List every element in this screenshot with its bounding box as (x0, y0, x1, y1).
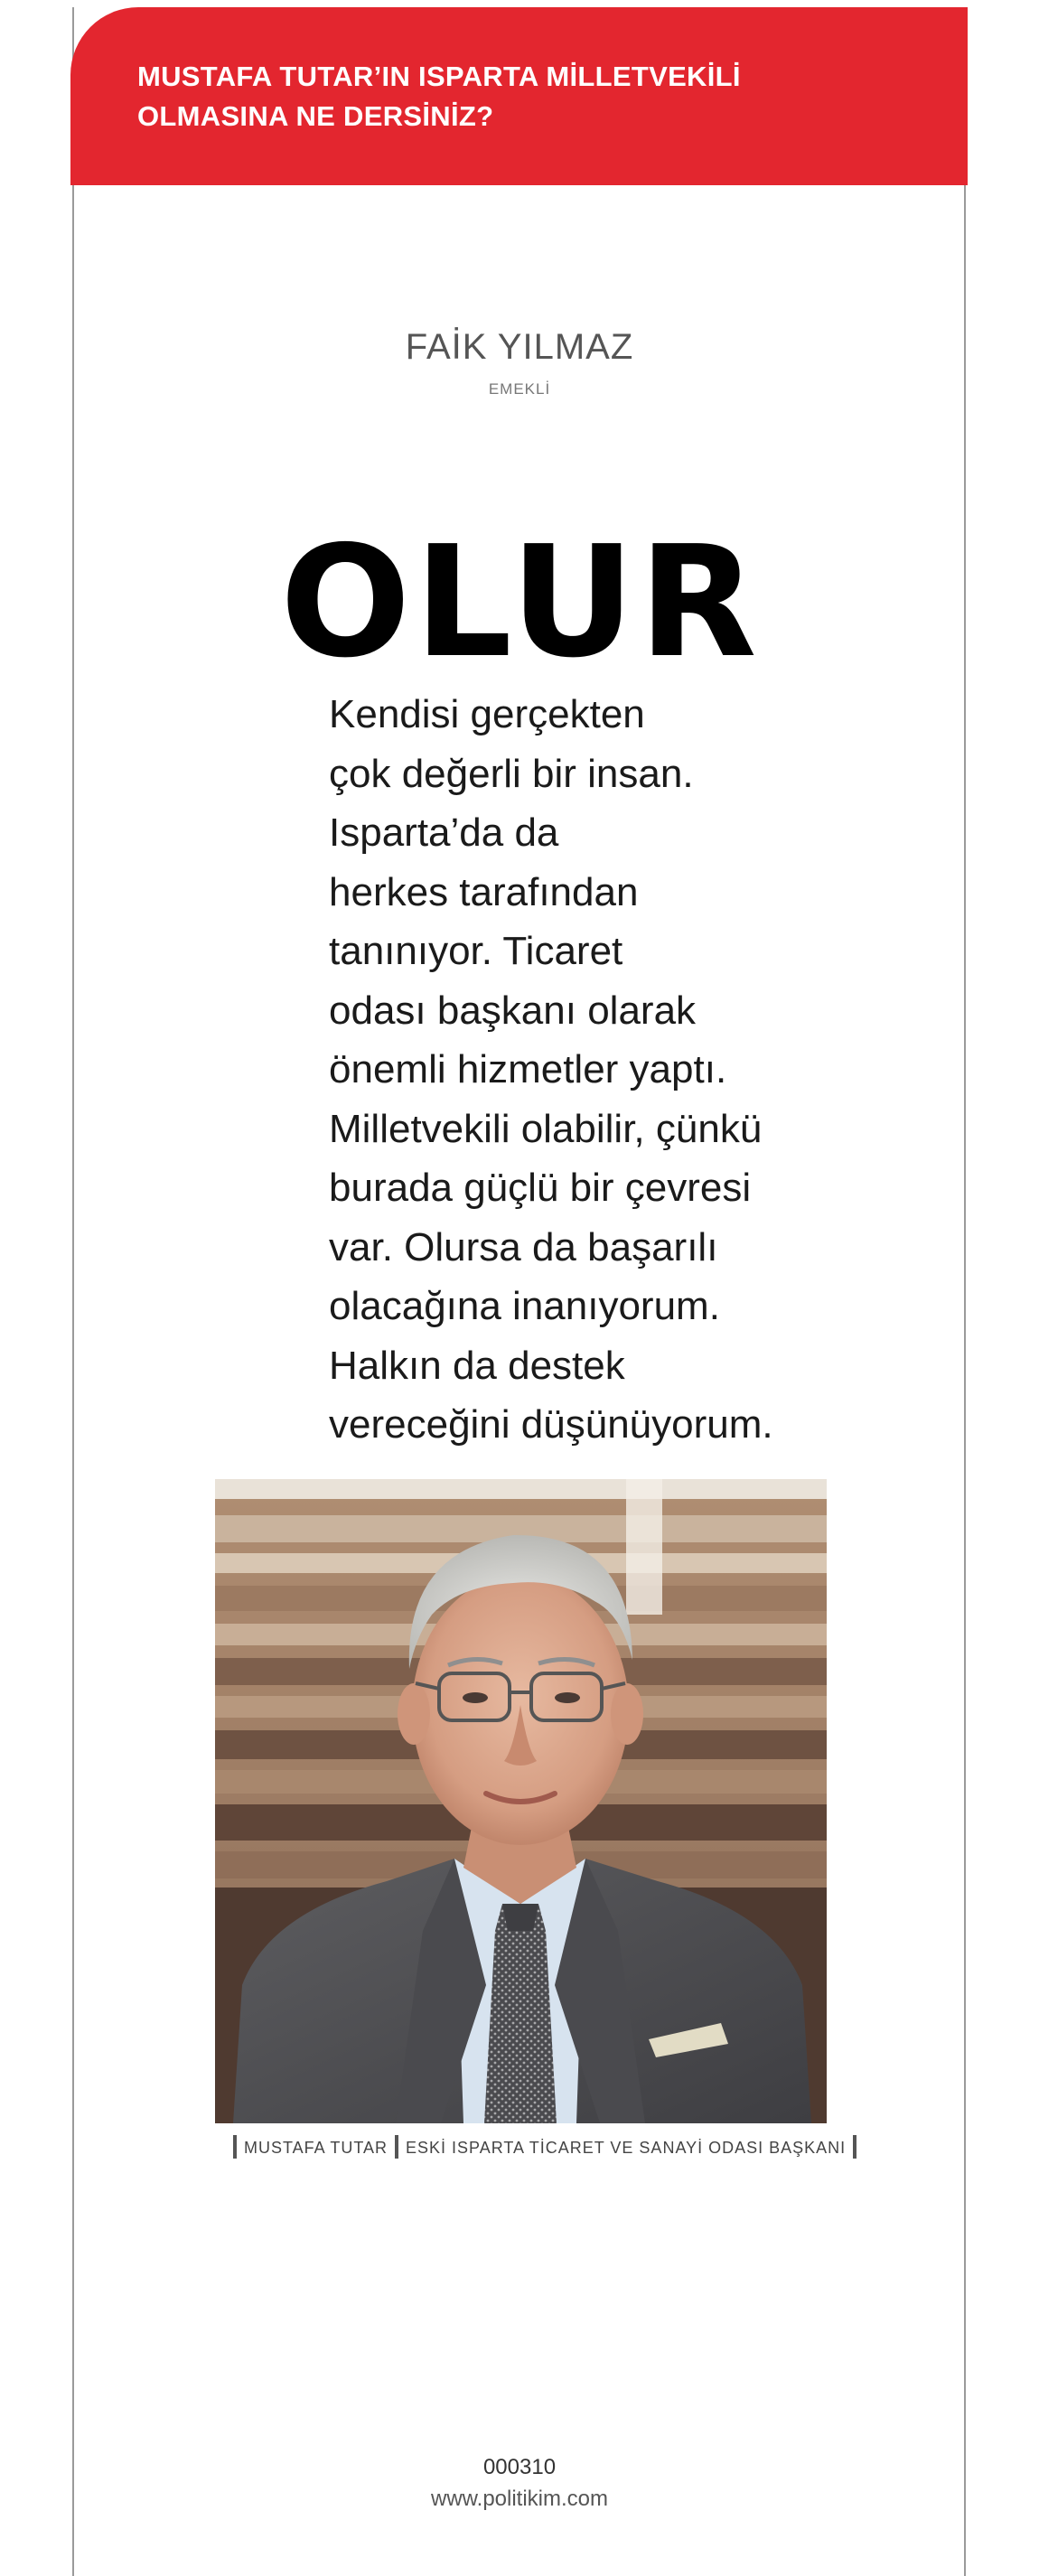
author-name: FAİK YILMAZ (405, 327, 634, 367)
quote-line: Milletvekili olabilir, çünkü (329, 1106, 763, 1151)
footer-site: www.politikim.com (430, 2487, 609, 2511)
quote-line: önemli hizmetler yaptı. (329, 1047, 727, 1091)
quote-line: burada güçlü bir çevresi (329, 1166, 752, 1210)
caption-name: MUSTAFA TUTAR (244, 2139, 388, 2157)
quote-line: vereceğini düşünüyorum. (329, 1402, 773, 1447)
quote-line: Isparta’da da (329, 810, 559, 855)
portrait-photo (215, 1479, 827, 2123)
answer-word: OLUR (280, 513, 761, 692)
caption-divider (853, 2135, 856, 2159)
quote-line: çok değerli bir insan. (329, 751, 694, 796)
question-line-2: OLMASINA NE DERSİNİZ? (137, 100, 494, 132)
quote-line: odası başkanı olarak (329, 988, 697, 1033)
quote-line: tanınıyor. Ticaret (329, 929, 623, 973)
header-banner (70, 7, 968, 185)
caption-divider (395, 2135, 398, 2159)
question-line-1: MUSTAFA TUTAR’IN ISPARTA MİLLETVEKİLİ (137, 61, 741, 92)
quote-text (329, 685, 773, 1455)
photo-caption (233, 2135, 864, 2159)
portrait-illustration (215, 1479, 827, 2123)
quote-line: Halkın da destek (329, 1343, 625, 1388)
author-role: EMEKLİ (488, 380, 551, 398)
quote-line: olacağına inanıyorum. (329, 1284, 720, 1328)
quote-line: Kendisi gerçekten (329, 692, 645, 736)
caption-divider (233, 2135, 237, 2159)
quote-line: var. Olursa da başarılı (329, 1224, 718, 1269)
caption-title: ESKİ ISPARTA TİCARET VE SANAYİ ODASI BAŞKANI (406, 2139, 847, 2157)
quote-line: herkes tarafından (329, 869, 639, 914)
footer-code: 000310 (482, 2455, 557, 2479)
